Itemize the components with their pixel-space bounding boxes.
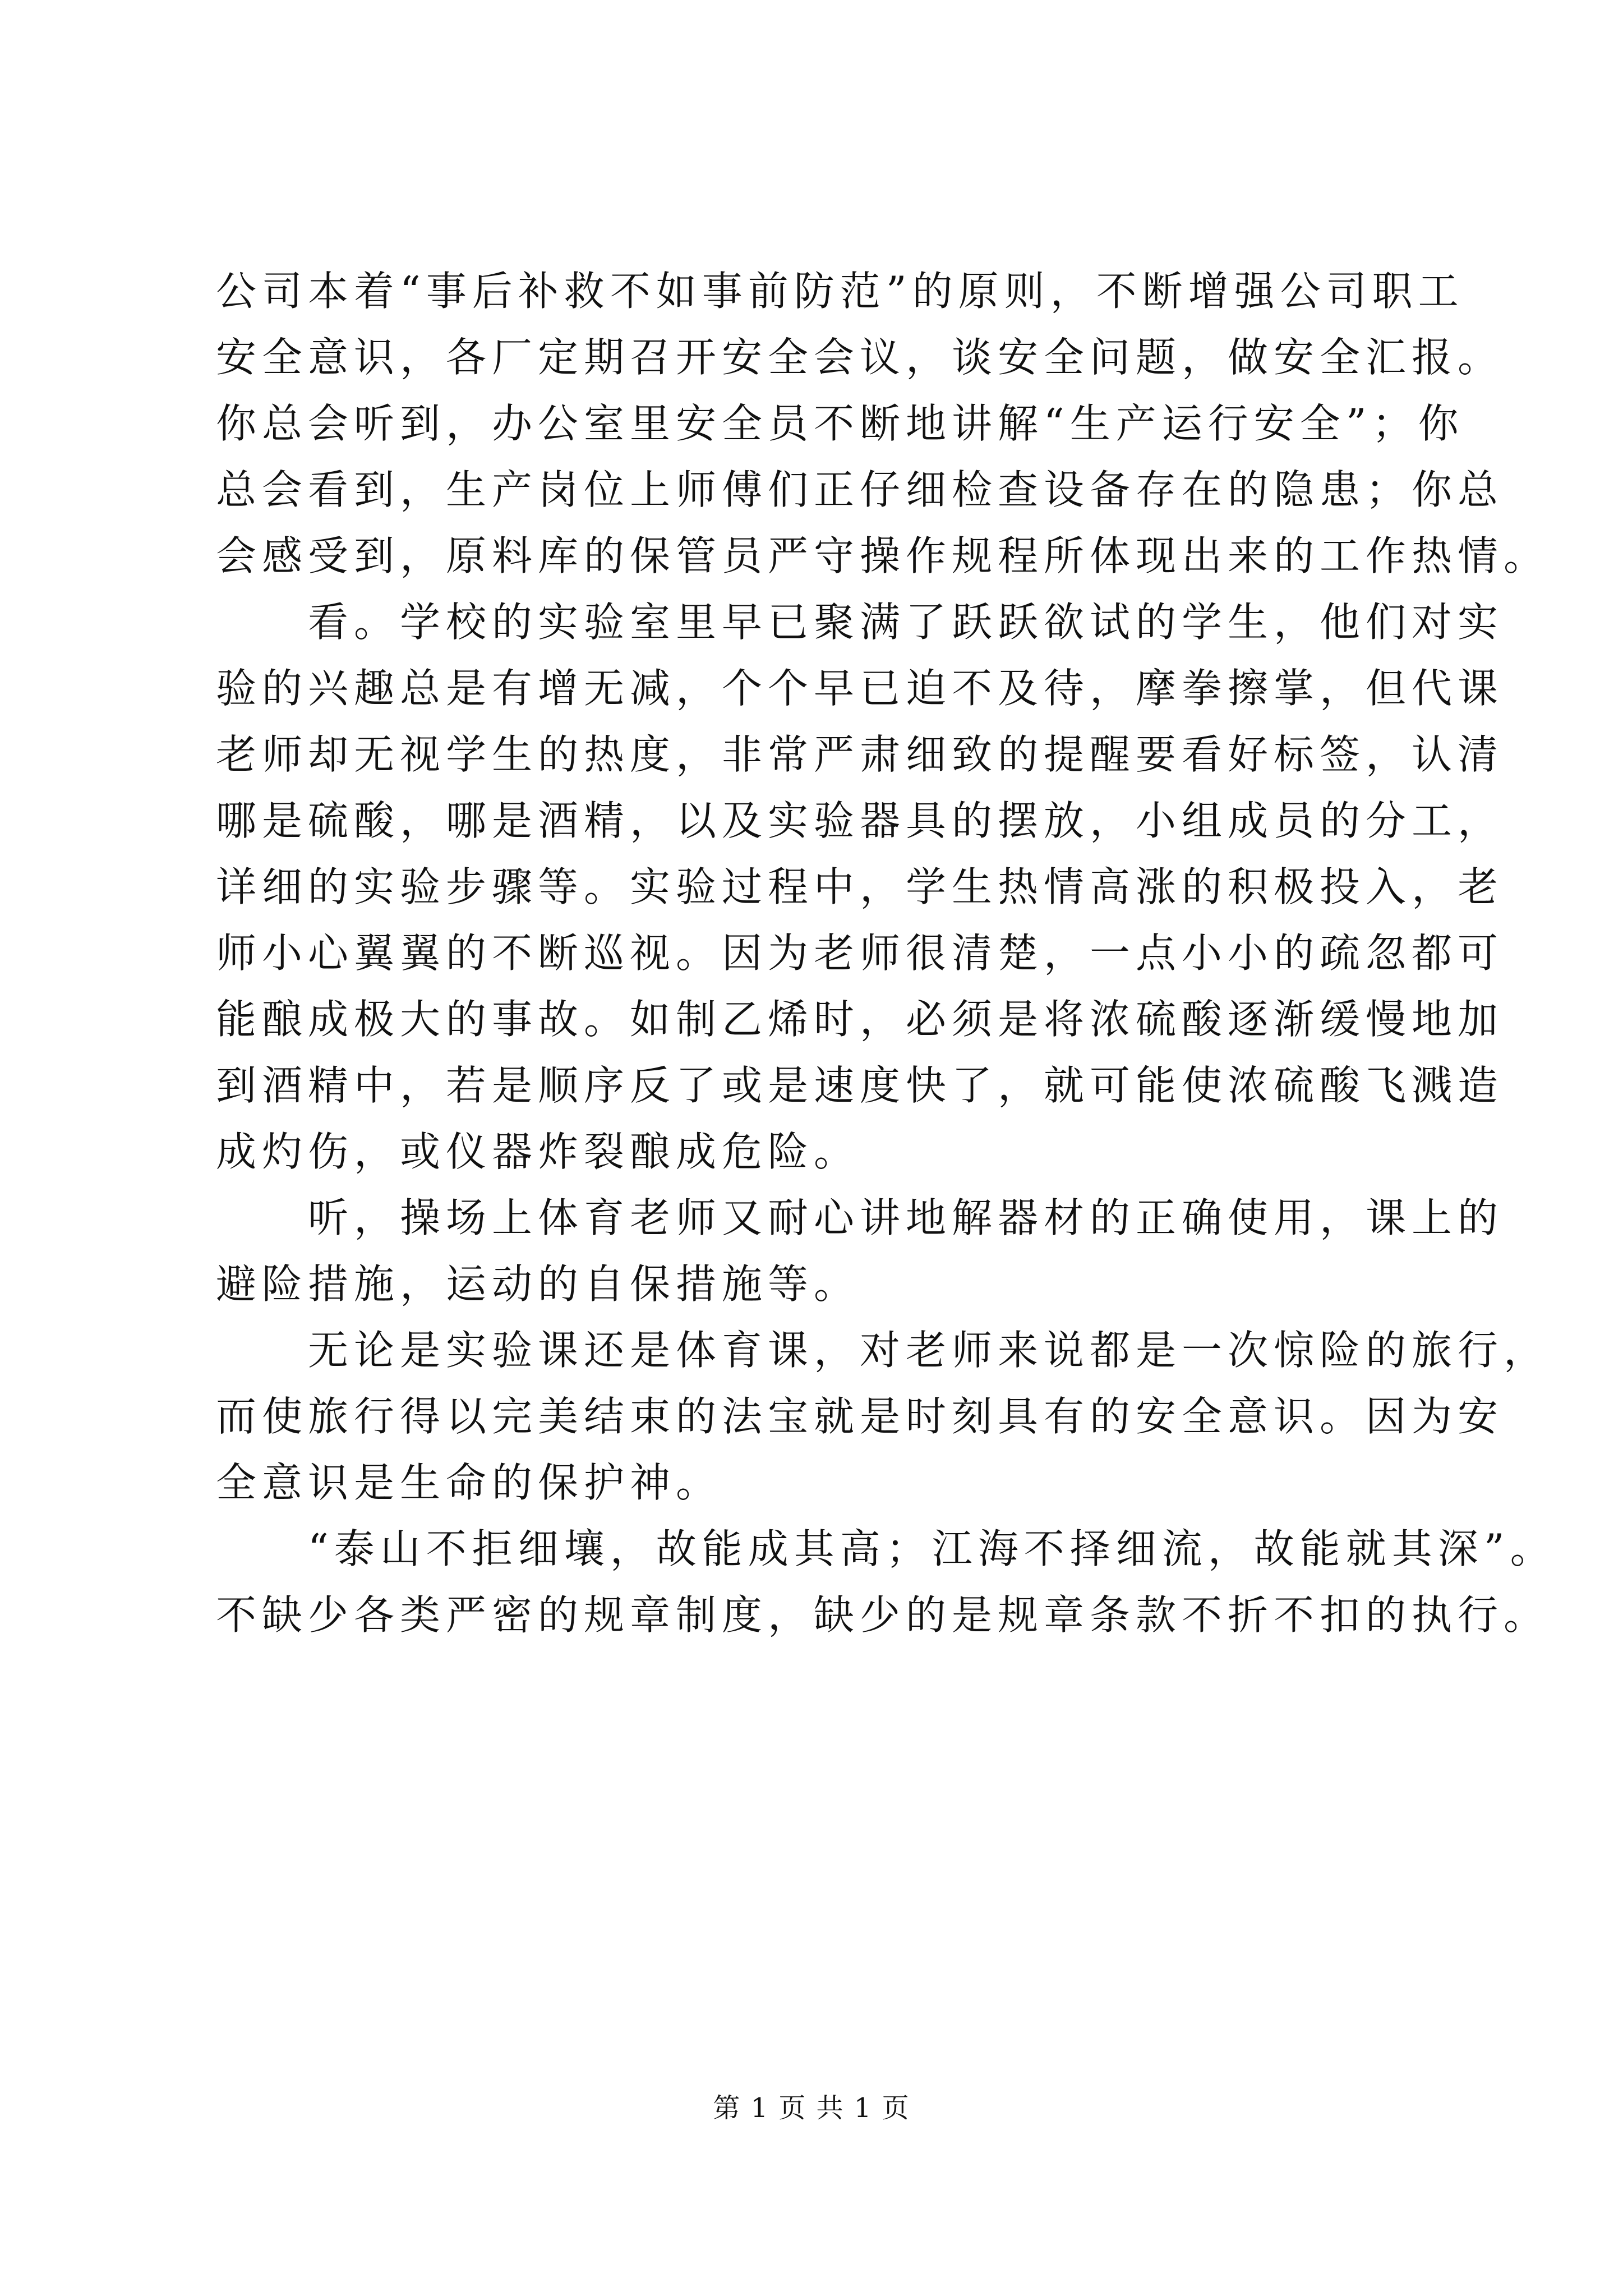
text-line: “泰山不拒细壤，故能成其高；江海不择细流，故能就其深”。 bbox=[216, 1525, 1556, 1572]
body-text bbox=[216, 258, 1556, 1648]
text-line: 师小心翼翼的不断巡视。因为老师很清楚，一点小小的疏忽都可 bbox=[216, 930, 1504, 977]
page-footer: 第 1 页 共 1 页 bbox=[713, 2092, 910, 2124]
text-line: 公司本着“事后补救不如事前防范”的原则，不断增强公司职工 bbox=[216, 268, 1464, 315]
text-line: 详细的实验步骤等。实验过程中，学生热情高涨的积极投入，老 bbox=[216, 863, 1504, 910]
text-line: 看。学校的实验室里早已聚满了跃跃欲试的学生，他们对实 bbox=[216, 599, 1504, 646]
text-line: 你总会听到，办公室里安全员不断地讲解“生产运行安全”；你 bbox=[216, 400, 1464, 447]
text-line: 不缺少各类严密的规章制度，缺少的是规章条款不折不扣的执行。 bbox=[216, 1591, 1550, 1639]
text-line: 到酒精中，若是顺序反了或是速度快了，就可能使浓硫酸飞溅造 bbox=[216, 1062, 1504, 1109]
text-line: 安全意识，各厂定期召开安全会议，谈安全问题，做安全汇报。 bbox=[216, 334, 1504, 381]
text-line: 能酿成极大的事故。如制乙烯时，必须是将浓硫酸逐渐缓慢地加 bbox=[216, 996, 1504, 1043]
text-line: 无论是实验课还是体育课，对老师来说都是一次惊险的旅行， bbox=[216, 1327, 1550, 1374]
text-line: 全意识是生命的保护神。 bbox=[216, 1459, 722, 1506]
text-line: 而使旅行得以完美结束的法宝就是时刻具有的安全意识。因为安 bbox=[216, 1393, 1504, 1440]
text-line: 听，操场上体育老师又耐心讲地解器材的正确使用，课上的 bbox=[216, 1194, 1504, 1241]
text-line: 会感受到，原料库的保管员严守操作规程所体现出来的工作热情。 bbox=[216, 532, 1550, 579]
text-line: 避险措施，运动的自保措施等。 bbox=[216, 1260, 860, 1308]
text-line: 总会看到，生产岗位上师傅们正仔细检查设备存在的隐患；你总 bbox=[216, 466, 1504, 513]
text-line: 验的兴趣总是有增无减，个个早已迫不及待，摩拳擦掌，但代课 bbox=[216, 665, 1504, 712]
text-line: 成灼伤，或仪器炸裂酿成危险。 bbox=[216, 1128, 860, 1175]
text-line: 哪是硫酸，哪是酒精，以及实验器具的摆放，小组成员的分工， bbox=[216, 797, 1504, 844]
text-line: 老师却无视学生的热度，非常严肃细致的提醒要看好标签，认清 bbox=[216, 731, 1504, 778]
